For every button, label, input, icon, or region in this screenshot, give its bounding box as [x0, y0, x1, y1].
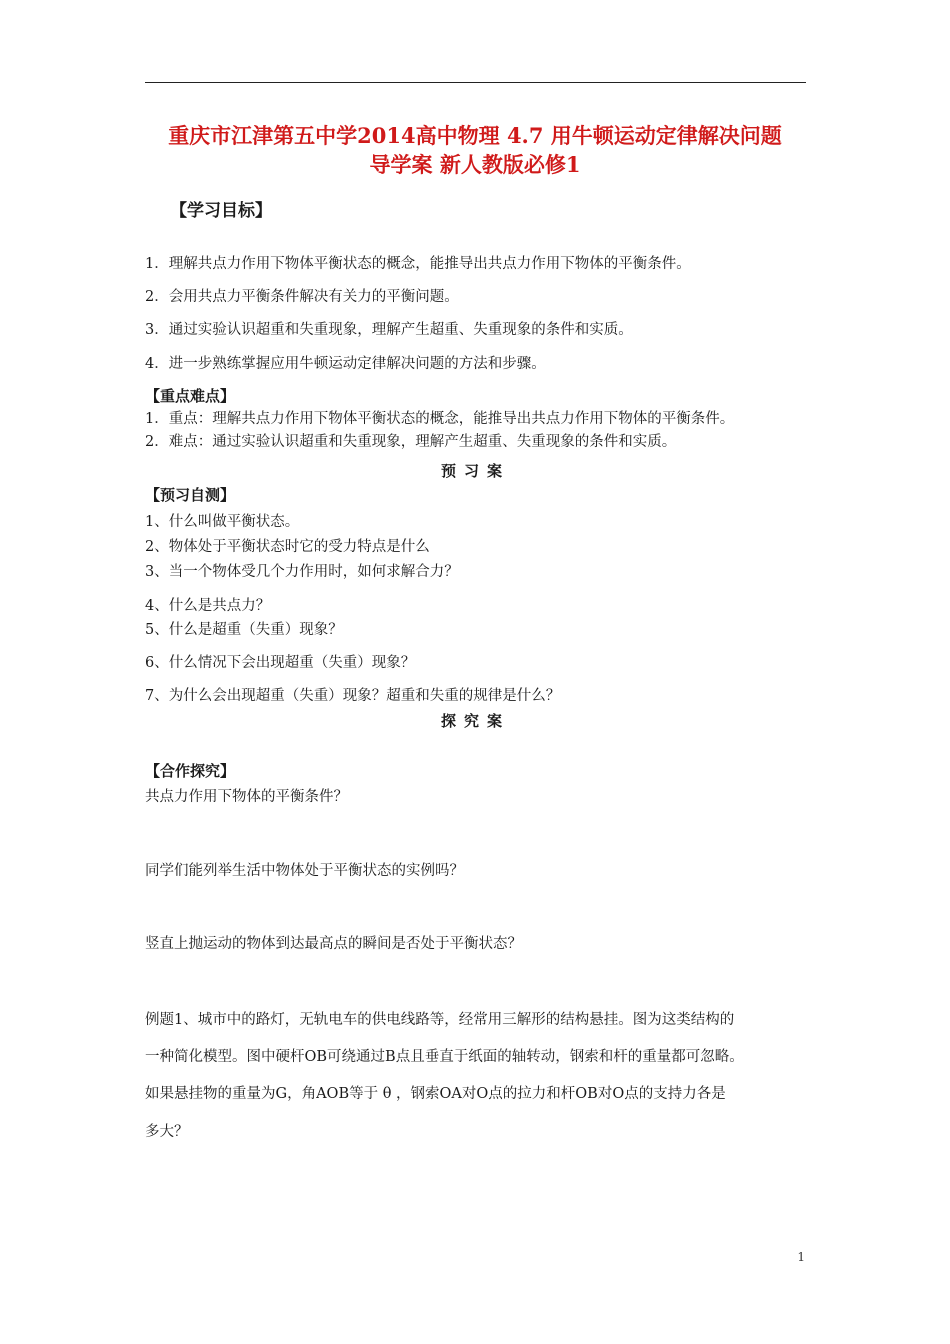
preview-question: 4、什么是共点力？: [145, 598, 271, 614]
preview-question: 3、当一个物体受几个力作用时，如何求解合力？: [145, 564, 459, 580]
key-point-item: 2．难点：通过实验认识超重和失重现象，理解产生超重、失重现象的条件和实质。: [145, 434, 677, 450]
example-text-line: 多大？: [145, 1124, 189, 1140]
preview-question: 6、什么情况下会出现超重（失重）现象？: [145, 655, 416, 671]
preview-question: 1、什么叫做平衡状态。: [145, 514, 300, 530]
example-text-line: 一种简化模型。图中硬杆OB可绕通过B点且垂直于纸面的轴转动，钢索和杆的重量都可忽略。: [145, 1049, 744, 1065]
example-text-line: 例题1、城市中的路灯，无轨电车的供电线路等，经常用三解形的结构悬挂。图为这类结构的: [145, 1012, 735, 1028]
preview-subheading: 【预习自测】: [145, 486, 236, 504]
preview-question: 7、为什么会出现超重（失重）现象？超重和失重的规律是什么？: [145, 688, 561, 704]
explore-question: 同学们能列举生活中物体处于平衡状态的实例吗？: [145, 863, 464, 879]
preview-question: 2、物体处于平衡状态时它的受力特点是什么: [145, 539, 430, 555]
explore-section-heading: 探究案: [440, 712, 510, 730]
preview-section-heading: 预习案: [440, 462, 510, 480]
explore-subheading: 【合作探究】: [145, 762, 236, 780]
header-rule: [145, 82, 806, 83]
key-points-heading: 【重点难点】: [145, 387, 236, 405]
explore-question: 共点力作用下物体的平衡条件？: [145, 789, 348, 805]
page-number: 1: [797, 1250, 805, 1264]
document-title-line-2: 导学案 新人教版必修1: [369, 152, 581, 177]
objective-item: 4．进一步熟练掌握应用牛顿运动定律解决问题的方法和步骤。: [145, 356, 546, 372]
key-point-item: 1．重点：理解共点力作用下物体平衡状态的概念，能推导出共点力作用下物体的平衡条件。: [145, 411, 735, 427]
objective-item: 3．通过实验认识超重和失重现象，理解产生超重、失重现象的条件和实质。: [145, 322, 633, 338]
example-text-line: 如果悬挂物的重量为G，角AOB等于 θ ，钢索OA对O点的拉力和杆OB对O点的支持力各是: [145, 1086, 726, 1102]
preview-question: 5、什么是超重（失重）现象？: [145, 622, 343, 638]
objective-item: 2．会用共点力平衡条件解决有关力的平衡问题。: [145, 289, 459, 305]
objectives-heading: 【学习目标】: [170, 201, 272, 221]
objective-item: 1．理解共点力作用下物体平衡状态的概念，能推导出共点力作用下物体的平衡条件。: [145, 256, 691, 272]
explore-question: 竖直上抛运动的物体到达最高点的瞬间是否处于平衡状态？: [145, 936, 522, 952]
document-title-line-1: 重庆市江津第五中学2014高中物理 4.7 用牛顿运动定律解决问题: [168, 123, 782, 148]
